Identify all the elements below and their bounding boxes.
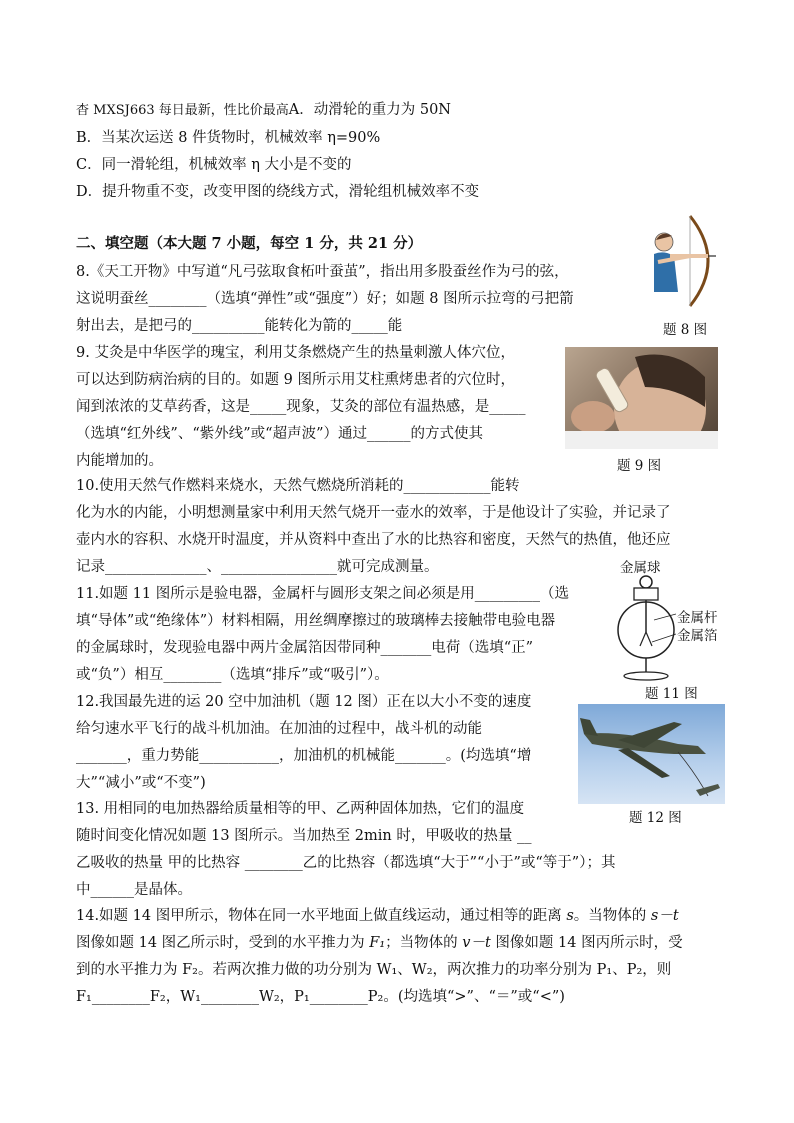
q14-line2-a: 图像如题 14 图乙所示时，受到的水平推力为 [76, 935, 370, 951]
q14-line1-c: 。当物体的 [573, 908, 651, 924]
q9-line2: 可以达到防病治病的目的。如题 9 图所示用艾柱熏烤患者的穴位时， [76, 372, 515, 388]
q14-var-st: s－t [650, 908, 679, 924]
q14-line4: F₁________F₂，W₁________W₂，P₁________P₂。(均选填“>”、“＝”或“<”) [76, 989, 565, 1005]
q11-line1: 11.如题 11 图所示是验电器，金属杆与圆形支架之间必须是用_________（选 [76, 586, 569, 602]
q14-line3: 到的水平推力为 F₂。若两次推力做的功分别为 W₁、W₂，两次推力的功率分别为 P₁、P₂，则 [76, 962, 672, 978]
q14-line1 [76, 906, 679, 926]
q10-line4: 记录______________、________________就可完成测量。 [76, 559, 439, 575]
fig9-caption: 题 9 图 [617, 458, 662, 474]
q12-line1: 12.我国最先进的运 20 空中加油机（题 12 图）正在以大小不变的速度 [76, 694, 532, 710]
q13-line2: 随时间变化情况如题 13 图所示。当加热至 2min 时，甲吸收的热量 __ [76, 828, 532, 844]
watermark-prefix: 杳 MXSJ663 每日最新，性比价最高 [76, 103, 289, 118]
q11-line4: 或“负”）相互________（选填“排斥”或“吸引”）。 [76, 667, 389, 683]
label-metal-foil: 金属箔 [677, 628, 718, 644]
q14-line2-e: 图像如题 14 图丙所示时，受 [490, 935, 683, 951]
q14-line2 [76, 933, 683, 953]
q13-line1: 13. 用相同的电加热器给质量相等的甲、乙两种固体加热，它们的温度 [76, 801, 525, 817]
option-a-line [76, 100, 451, 121]
q9-line1: 9. 艾灸是中华医学的瑰宝，利用艾条燃烧产生的热量刺激人体穴位， [76, 345, 515, 361]
moxibustion-photo [565, 347, 718, 449]
q14-var-s: s [566, 908, 574, 924]
q14-var-vt: v－t [462, 935, 491, 951]
q14-var-f1: F₁ [369, 935, 386, 951]
q10-line2: 化为水的内能，小明想测量家中利用天然气烧开一壶水的效率，于是他设计了实验，并记录了 [76, 505, 671, 521]
q12-line2: 给匀速水平飞行的战斗机加油。在加油的过程中，战斗机的动能 [76, 721, 482, 737]
q11-line3: 的金属球时，发现验电器中两片金属箔因带同种_______电荷（选填“正” [76, 640, 534, 656]
electroscope-figure [610, 574, 682, 682]
label-metal-rod: 金属杆 [677, 610, 718, 626]
q9-line3: 闻到浓浓的艾草药香，这是_____现象，艾灸的部位有温热感，是_____ [76, 399, 526, 415]
q8-line2: 这说明蚕丝________（选填“弹性”或“强度”）好；如题 8 图所示拉弯的弓把箭 [76, 291, 574, 307]
fig11-caption: 题 11 图 [645, 686, 698, 702]
option-b: B．当某次运送 8 件货物时，机械效率 η=90% [76, 130, 381, 146]
q9-line4: （选填“红外线”、“紫外线”或“超声波”）通过______的方式使其 [76, 426, 483, 442]
q9-line5: 内能增加的。 [76, 453, 163, 469]
q12-line3: _______，重力势能___________，加油机的机械能_______。(均选填“增 [76, 748, 532, 764]
tanker-aircraft-photo [578, 704, 725, 804]
option-d: D．提升物重不变，改变甲图的绕线方式，滑轮组机械效率不变 [76, 184, 480, 200]
fig8-caption: 题 8 图 [663, 322, 708, 338]
q8-line3: 射出去，是把弓的__________能转化为箭的_____能 [76, 318, 403, 334]
q14-line1-a: 14.如题 14 图甲所示，物体在同一水平地面上做直线运动，通过相等的距离 [76, 908, 567, 924]
q10-line1: 10.使用天然气作燃料来烧水，天然气燃烧所消耗的____________能转 [76, 478, 520, 494]
fig12-caption: 题 12 图 [629, 810, 682, 826]
q11-line2: 填“导体”或“绝缘体”）材料相隔，用丝绸摩擦过的玻璃棒去接触带电验电器 [76, 613, 556, 629]
option-c: C．同一滑轮组，机械效率 η 大小是不变的 [76, 157, 352, 173]
label-metal-ball: 金属球 [620, 560, 661, 576]
q12-line4: 大”“减小”或“不变”) [76, 775, 206, 791]
q13-line4: 中______是晶体。 [76, 882, 192, 898]
q13-line3: 乙吸收的热量 甲的比热容 ________乙的比热容（都选填“大于”“小于”或“等于”）；其 [76, 855, 616, 871]
q8-line1: 8.《天工开物》中写道“凡弓弦取食柘叶蚕茧”，指出用多股蚕丝作为弓的弦， [76, 264, 569, 280]
q10-line3: 壶内水的容积、水烧开时温度，并从资料中查出了水的比热容和密度，天然气的热值，他还应 [76, 532, 671, 548]
option-a: A．动滑轮的重力为 50N [288, 102, 451, 118]
q14-line2-c: ；当物体的 [385, 935, 463, 951]
archer-figure [650, 212, 722, 310]
section-heading: 二、填空题（本大题 7 小题，每空 1 分，共 21 分） [76, 235, 423, 252]
